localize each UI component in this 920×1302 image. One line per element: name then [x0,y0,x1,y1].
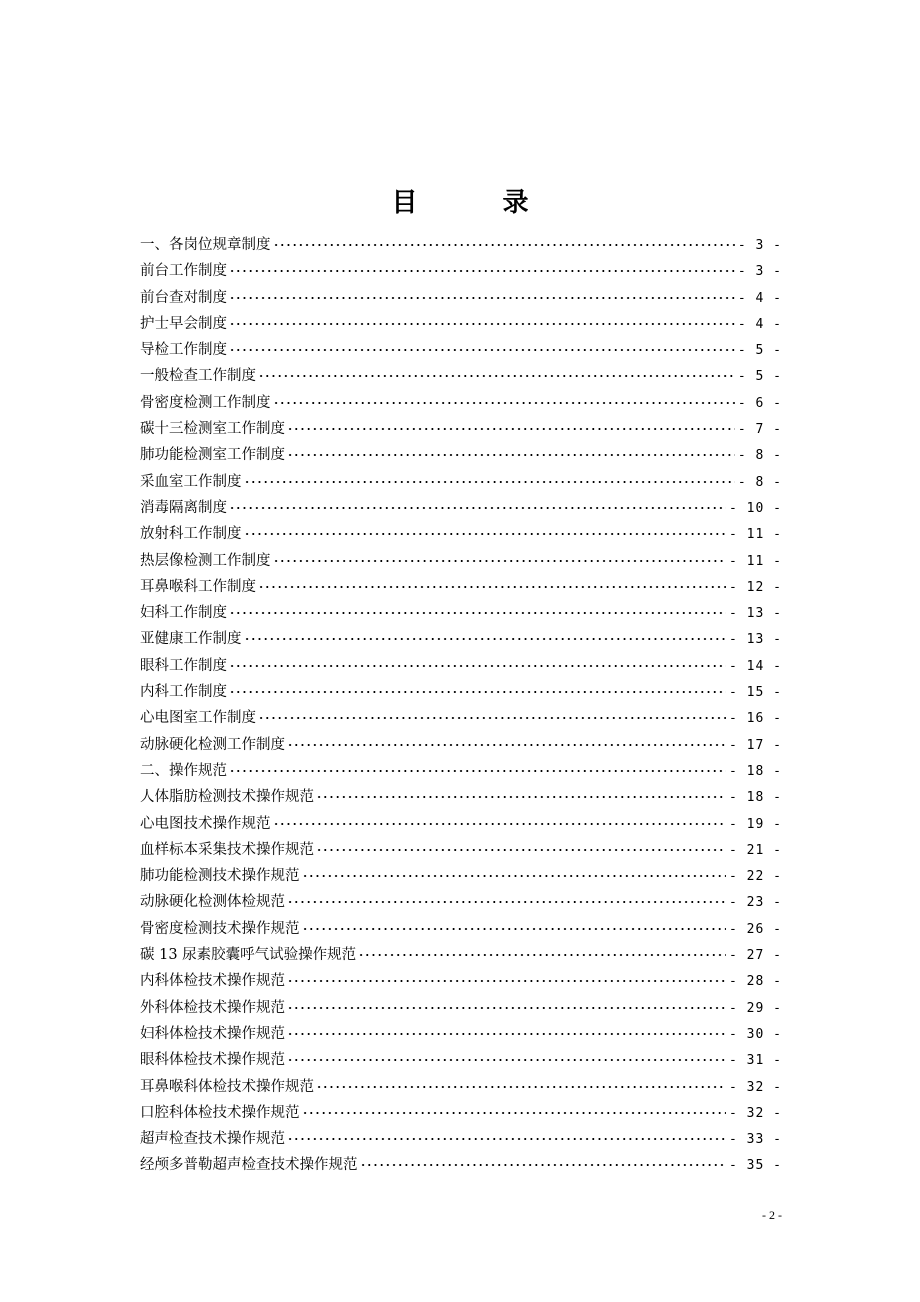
dot-leader [287,1033,726,1035]
toc-entry[interactable] [140,811,782,837]
dot-leader [244,481,735,483]
toc-entry[interactable] [140,521,782,547]
dot-leader [287,1059,726,1061]
dot-leader [287,1007,726,1009]
toc-entry-page: - 8 - [737,474,782,490]
dot-leader [273,402,735,404]
toc-entry-label: 导检工作制度 [140,342,227,359]
toc-entry-page: - 21 - [729,842,782,858]
toc-entry-label: 消毒隔离制度 [140,499,227,516]
dot-leader [244,638,727,640]
toc-entry-label: 心电图技术操作规范 [140,815,271,832]
toc-entry-page: - 8 - [737,448,782,464]
toc-entry-page: - 4 - [737,316,782,332]
toc-entry-page: - 29 - [729,1000,782,1016]
toc-entry-label: 眼科工作制度 [140,657,227,674]
toc-entry-label: 放射科工作制度 [140,526,242,543]
toc-entry[interactable] [140,679,782,705]
toc-entry[interactable] [140,1047,782,1073]
toc-entry-page: - 11 - [729,527,782,543]
toc-entry-page: - 26 - [729,921,782,937]
toc-entry-page: - 27 - [729,948,782,964]
toc-entry-label: 采血室工作制度 [140,473,242,490]
toc-entry[interactable] [140,600,782,626]
toc-entry-page: - 6 - [737,395,782,411]
toc-entry-page: - 15 - [729,685,782,701]
dot-leader [229,665,726,667]
toc-entry-page: - 23 - [729,895,782,911]
dot-leader [287,744,726,746]
toc-entry[interactable] [140,1152,782,1178]
dot-leader [258,586,726,588]
toc-entry-label: 耳鼻喉科工作制度 [140,578,256,595]
toc-entry-label: 骨密度检测工作制度 [140,394,271,411]
toc-entry-label: 肺功能检测技术操作规范 [140,868,300,885]
dot-leader [229,612,726,614]
toc-entry-page: - 13 - [729,606,782,622]
toc-entry-label: 口腔科体检技术操作规范 [140,1104,300,1121]
toc-entry[interactable] [140,758,782,784]
toc-entry[interactable] [140,1074,782,1100]
toc-entry-page: - 3 - [737,264,782,280]
dot-leader [360,1164,727,1166]
dot-leader [302,1112,727,1114]
toc-entry[interactable] [140,626,782,652]
toc-entry-label: 心电图室工作制度 [140,710,256,727]
dot-leader [358,954,726,956]
toc-entry-page: - 12 - [729,579,782,595]
toc-entry-page: - 11 - [729,553,782,569]
toc-entry-page: - 32 - [729,1079,782,1095]
toc-entry-label: 热层像检测工作制度 [140,552,271,569]
dot-leader [316,1086,726,1088]
toc-entry-label: 亚健康工作制度 [140,631,242,648]
toc-entry-label: 妇科工作制度 [140,605,227,622]
dot-leader [316,796,726,798]
toc-entry-label: 超声检查技术操作规范 [140,1131,285,1148]
toc-entry-label: 动脉硬化检测工作制度 [140,736,285,753]
dot-leader [316,849,726,851]
toc-entry-label: 一、各岗位规章制度 [140,237,271,253]
toc-entry-label: 碳 13 尿素胶囊呼气试验操作规范 [140,947,357,964]
toc-entry-label: 骨密度检测技术操作规范 [140,920,300,937]
toc-entry[interactable] [140,285,782,311]
dot-leader [229,297,735,299]
dot-leader [273,823,727,825]
toc-entry-page: - 32 - [729,1105,782,1121]
toc-entry[interactable] [140,548,782,574]
dot-leader [287,428,735,430]
toc-entry-page: - 13 - [729,632,782,648]
dot-leader [258,717,726,719]
dot-leader [229,691,726,693]
toc-entry[interactable] [140,574,782,600]
toc-entry-page: - 30 - [729,1026,782,1042]
toc-entry-page: - 31 - [729,1053,782,1069]
toc-entry-label: 妇科体检技术操作规范 [140,1025,285,1042]
dot-leader [229,770,726,772]
toc-entry-label: 前台工作制度 [140,263,227,280]
toc-entry[interactable] [140,995,782,1021]
toc-entry[interactable] [140,1100,782,1126]
page-title: 目 录 [391,188,567,218]
toc-entry[interactable] [140,1021,782,1047]
dot-leader [302,875,727,877]
toc-entry-page: - 3 - [737,238,782,253]
toc-entry-page: - 4 - [737,290,782,306]
toc-entry-page: - 16 - [729,711,782,727]
toc-entry[interactable] [140,653,782,679]
table-of-contents [140,232,782,1179]
toc-entry-page: - 18 - [729,790,782,806]
toc-entry-page: - 22 - [729,869,782,885]
toc-entry-page: - 17 - [729,737,782,753]
toc-entry[interactable] [140,469,782,495]
toc-entry-label: 前台查对制度 [140,289,227,306]
toc-entry[interactable] [140,390,782,416]
toc-entry[interactable] [140,311,782,337]
toc-entry[interactable] [140,837,782,863]
dot-leader [258,375,735,377]
toc-entry[interactable] [140,784,782,810]
toc-entry-label: 外科体检技术操作规范 [140,999,285,1016]
toc-entry-label: 一般检查工作制度 [140,368,256,385]
toc-entry-page: - 14 - [729,658,782,674]
dot-leader [287,454,735,456]
toc-entry-page: - 35 - [729,1158,782,1174]
dot-leader [229,507,726,509]
toc-entry-label: 护士早会制度 [140,315,227,332]
dot-leader [229,270,735,272]
toc-entry-page: - 18 - [729,763,782,779]
toc-entry[interactable] [140,863,782,889]
toc-entry[interactable] [140,258,782,284]
toc-entry[interactable] [140,889,782,915]
dot-leader [229,323,735,325]
dot-leader [287,901,726,903]
toc-entry[interactable] [140,495,782,521]
dot-leader [244,533,727,535]
toc-entry[interactable] [140,363,782,389]
toc-entry-page: - 10 - [729,500,782,516]
toc-entry-label: 眼科体检技术操作规范 [140,1052,285,1069]
toc-entry-label: 血样标本采集技术操作规范 [140,841,314,858]
toc-entry-label: 肺功能检测室工作制度 [140,447,285,464]
toc-entry-label: 经颅多普勒超声检查技术操作规范 [140,1157,358,1174]
toc-entry-label: 碳十三检测室工作制度 [140,421,285,438]
dot-leader [229,349,735,351]
toc-entry[interactable] [140,416,782,442]
toc-entry-label: 二、操作规范 [140,762,227,779]
toc-entry[interactable] [140,337,782,363]
dot-leader [287,980,726,982]
toc-entry[interactable] [140,968,782,994]
toc-entry[interactable] [140,705,782,731]
toc-entry[interactable] [140,732,782,758]
dot-leader [273,244,735,246]
toc-entry-page: - 28 - [729,974,782,990]
dot-leader [287,1138,726,1140]
dot-leader [302,928,727,930]
toc-entry-page: - 7 - [737,422,782,438]
toc-entry-label: 动脉硬化检测体检规范 [140,894,285,911]
toc-entry-page: - 33 - [729,1132,782,1148]
toc-entry[interactable] [140,442,782,468]
toc-entry[interactable] [140,232,782,258]
toc-entry-page: - 19 - [729,816,782,832]
toc-entry[interactable] [140,916,782,942]
toc-entry-label: 内科工作制度 [140,684,227,701]
page-number: - 2 - [762,1208,782,1222]
dot-leader [273,560,727,562]
toc-entry-page: - 5 - [737,343,782,359]
toc-entry-page: - 5 - [737,369,782,385]
toc-entry-label: 耳鼻喉科体检技术操作规范 [140,1078,314,1095]
toc-entry-label: 人体脂肪检测技术操作规范 [140,789,314,806]
toc-entry[interactable] [140,942,782,968]
toc-entry[interactable] [140,1126,782,1152]
toc-entry-label: 内科体检技术操作规范 [140,973,285,990]
